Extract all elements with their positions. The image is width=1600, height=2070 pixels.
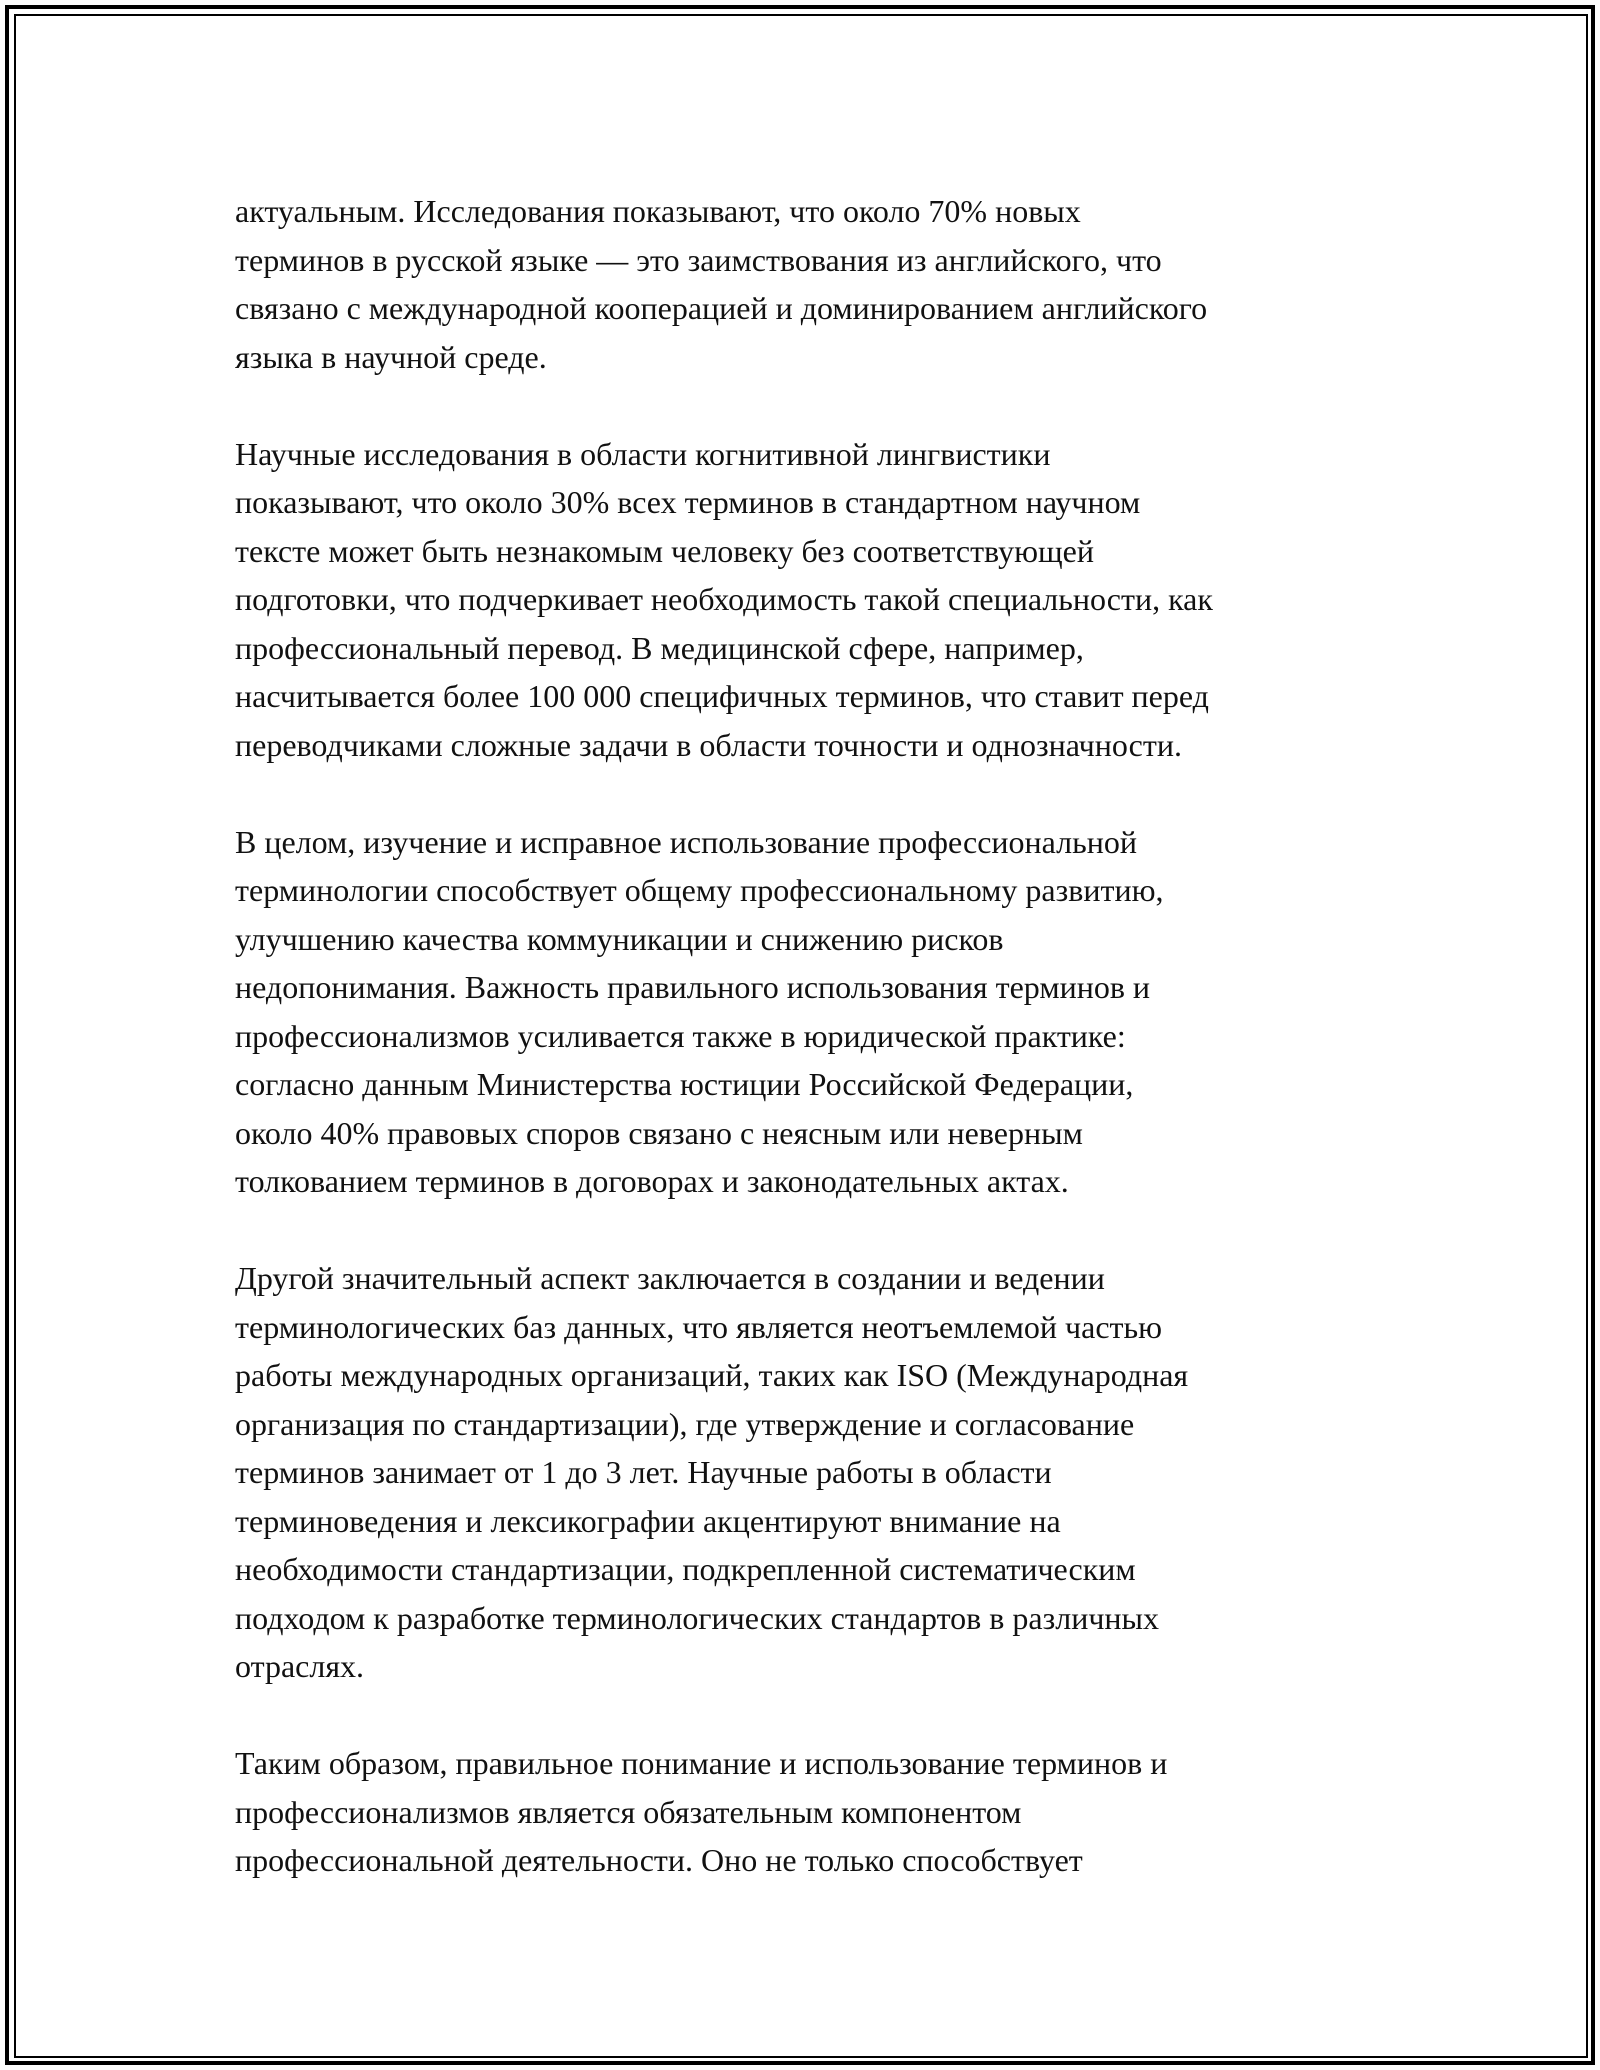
text-line: В целом, изучение и исправное использование профессиональной bbox=[235, 823, 1137, 860]
text-line: недопонимания. Важность правильного использования терминов и bbox=[235, 969, 1151, 1005]
text-line: около 40% правовых споров связано с неясным или неверным bbox=[235, 1114, 1083, 1151]
text-line: профессионализмов усиливается также в юридической практике: bbox=[235, 1017, 1126, 1054]
text-line: связано с международной кооперацией и доминированием английского bbox=[235, 290, 1208, 326]
text-line: Таким образом, правильное понимание и использование терминов и bbox=[235, 1745, 1168, 1781]
text-line: отраслях. bbox=[235, 1648, 365, 1684]
paragraph bbox=[235, 1739, 1385, 1885]
text-line: работы международных организаций, таких как ISO (Международная bbox=[235, 1357, 1189, 1393]
paragraph bbox=[235, 818, 1385, 1206]
text-line: терминов в русской языке — это заимствования из английского, что bbox=[235, 241, 1162, 278]
text-line: согласно данным Министерства юстиции Российской Федерации, bbox=[235, 1066, 1134, 1102]
text-line: показывают, что около 30% всех терминов в стандартном научном bbox=[235, 484, 1141, 520]
text-line: насчитывается более 100 000 специфичных терминов, что ставит перед bbox=[235, 678, 1209, 714]
text-line: терминоведения и лексикографии акцентируют внимание на bbox=[235, 1502, 1061, 1539]
text-line: профессионализмов является обязательным компонентом bbox=[235, 1793, 1022, 1830]
text-line: тексте может быть незнакомым человеку без соответствующей bbox=[235, 532, 1094, 569]
paragraph bbox=[235, 430, 1385, 770]
text-line: Научные исследования в области когнитивной лингвистики bbox=[235, 435, 1051, 472]
text-line: Другой значительный аспект заключается в создании и ведении bbox=[235, 1260, 1105, 1296]
text-line: профессиональный перевод. В медицинской сфере, например, bbox=[235, 629, 1084, 666]
text-line: терминологических баз данных, что является неотъемлемой частью bbox=[235, 1308, 1162, 1345]
text-line: улучшению качества коммуникации и снижению рисков bbox=[235, 920, 1004, 957]
text-line: необходимости стандартизации, подкрепленной систематическим bbox=[235, 1551, 1136, 1587]
text-line: терминов занимает от 1 до 3 лет. Научные работы в области bbox=[235, 1454, 1052, 1490]
text-line: подготовки, что подчеркивает необходимость такой специальности, как bbox=[235, 581, 1213, 617]
paragraph bbox=[235, 187, 1385, 381]
document-body bbox=[235, 187, 1385, 1933]
text-line: актуальным. Исследования показывают, что около 70% новых bbox=[235, 193, 1081, 229]
text-line: подходом к разработке терминологических стандартов в различных bbox=[235, 1599, 1160, 1636]
text-line: терминологии способствует общему профессиональному развитию, bbox=[235, 872, 1164, 908]
text-line: толкованием терминов в договорах и законодательных актах. bbox=[235, 1163, 1069, 1199]
text-line: языка в научной среде. bbox=[235, 338, 547, 375]
paragraph bbox=[235, 1254, 1385, 1691]
text-line: профессиональной деятельности. Оно не только способствует bbox=[235, 1842, 1083, 1878]
text-line: организация по стандартизации), где утверждение и согласование bbox=[235, 1405, 1135, 1442]
text-line: переводчиками сложные задачи в области точности и однозначности. bbox=[235, 726, 1182, 763]
